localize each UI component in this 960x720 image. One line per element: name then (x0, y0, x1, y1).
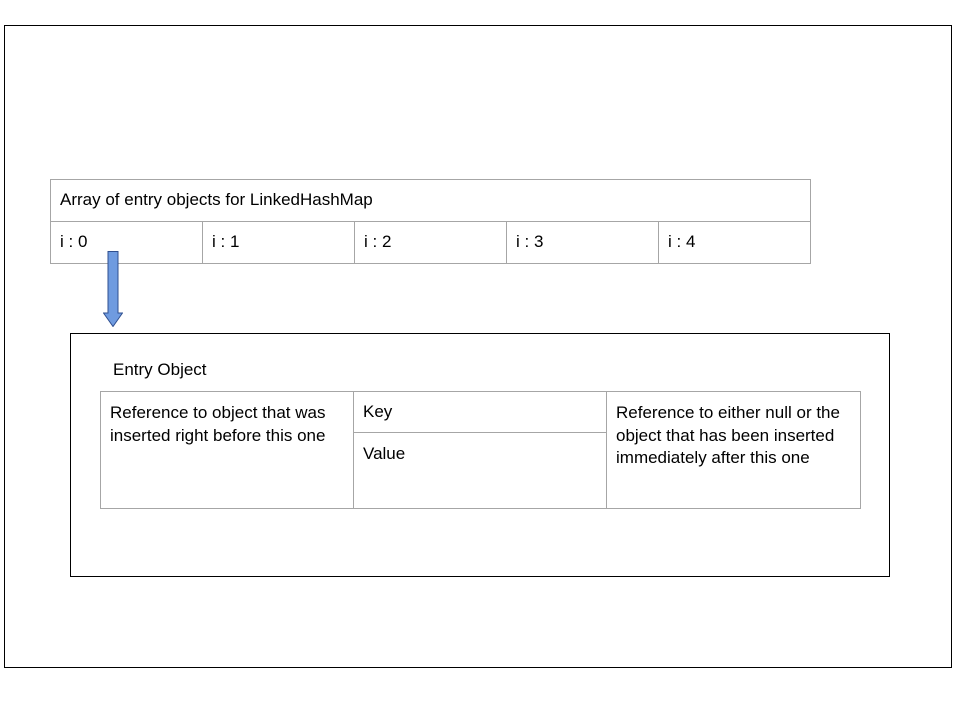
down-arrow-icon (103, 251, 123, 327)
value-label: Value (363, 444, 406, 463)
prev-reference-text: Reference to object that was inserted right before this one (110, 403, 326, 445)
down-arrow-shape (104, 252, 123, 327)
prev-reference-cell (101, 392, 354, 508)
next-reference-cell (607, 392, 860, 508)
array-cell-2: i : 2 (355, 222, 507, 263)
entry-object-title: Entry Object (113, 360, 207, 379)
array-cells-row (51, 222, 810, 263)
next-reference-text: Reference to either null or the object that has been inserted immediately after this one (616, 403, 840, 467)
array-cell-3: i : 3 (507, 222, 659, 263)
array-cell-1: i : 1 (203, 222, 355, 263)
array-cell-0: i : 0 (51, 222, 203, 263)
array-title: Array of entry objects for LinkedHashMap (51, 180, 810, 222)
key-label: Key (354, 392, 606, 433)
array-cell-4: i : 4 (668, 232, 696, 251)
key-value-cell (354, 392, 607, 508)
entry-table (100, 391, 861, 509)
array-table (50, 179, 811, 264)
